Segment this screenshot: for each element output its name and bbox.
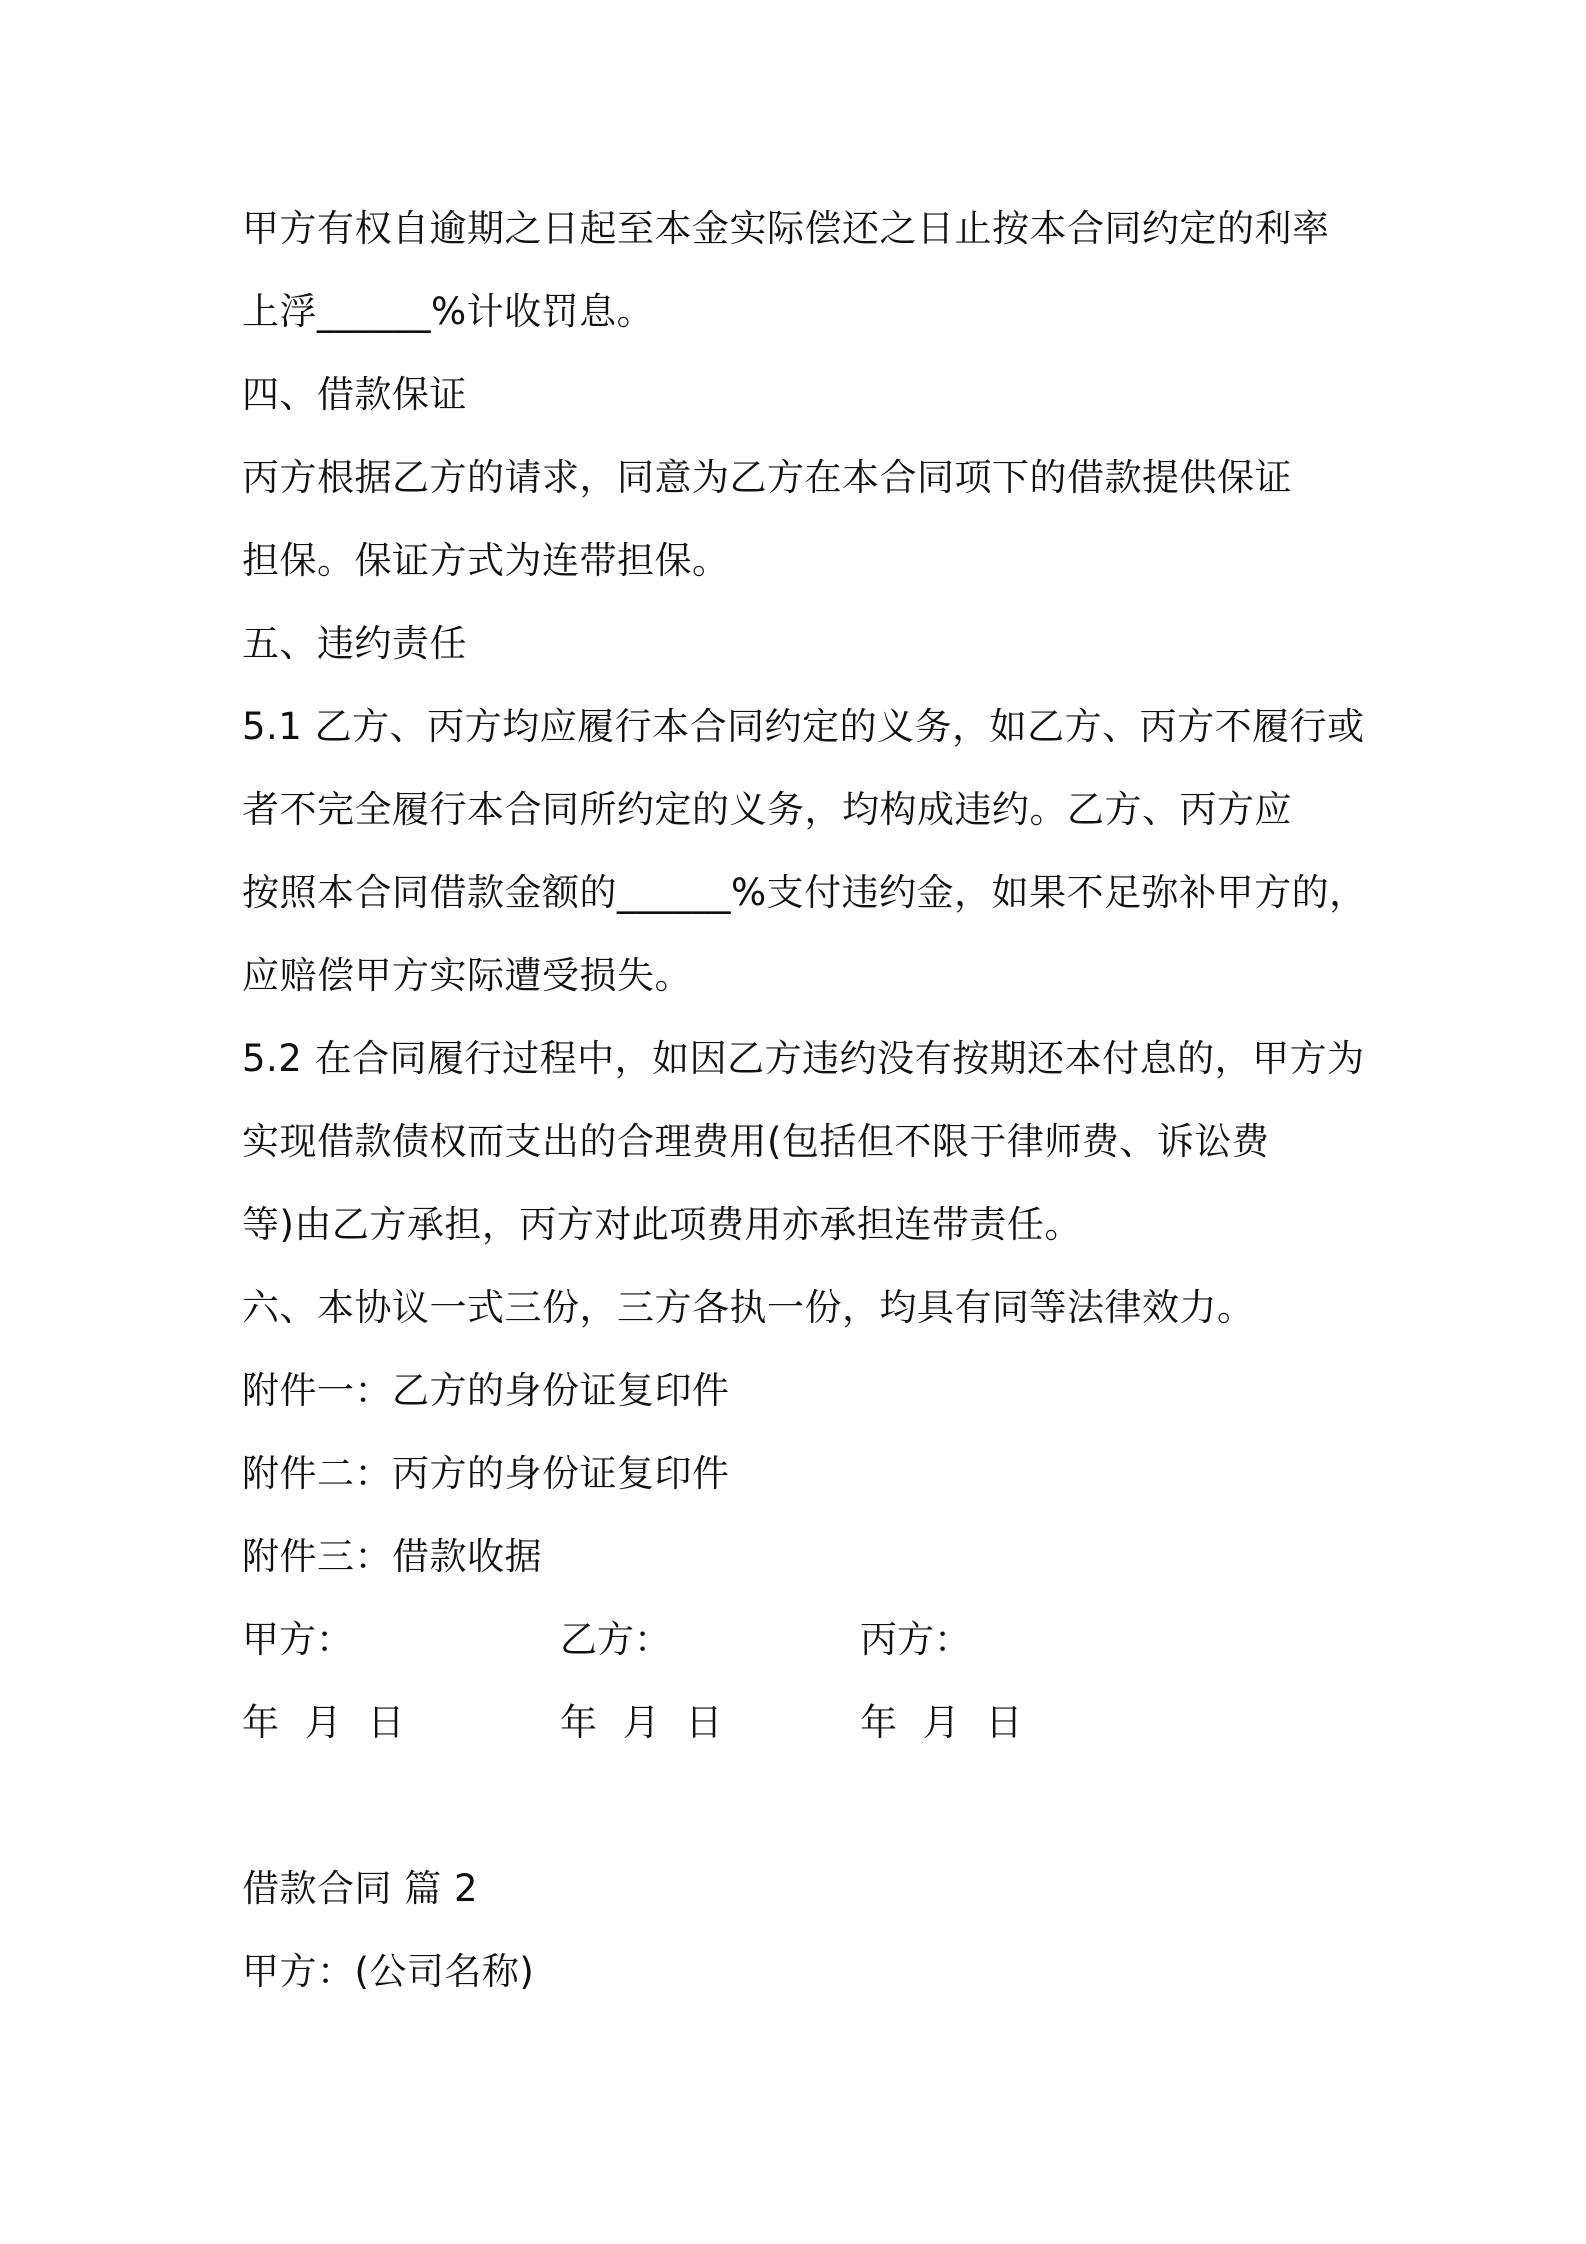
text-line: 应赔偿甲方实际遭受损失。 [242,954,692,997]
text-line: 担保。保证方式为连带担保。 [242,539,730,582]
date-party-c: 年 月 日 [860,1701,1023,1744]
text-line: 实现借款债权而支出的合理费用(包括但不限于律师费、诉讼费 [242,1120,1270,1163]
signature-party-c: 丙方： [860,1618,971,1661]
attachment-item: 附件二：丙方的身份证复印件 [242,1452,730,1495]
text-line: 丙方根据乙方的请求，同意为乙方在本合同项下的借款提供保证 [242,456,1292,499]
attachment-item: 附件三：借款收据 [242,1535,542,1578]
text-line: 等)由乙方承担，丙方对此项费用亦承担连带责任。 [242,1203,1082,1246]
text-line: 5.1 乙方、丙方均应履行本合同约定的义务，如乙方、丙方不履行或 [242,705,1365,748]
section-heading: 五、违约责任 [242,622,467,665]
signature-party-a: 甲方： [242,1618,353,1661]
text-line: 甲方有权自逾期之日起至本金实际偿还之日止按本合同约定的利率 [242,207,1330,250]
text-line: 者不完全履行本合同所约定的义务，均构成违约。乙方、丙方应 [242,788,1292,831]
section-heading: 四、借款保证 [242,373,467,416]
text-line: 按照本合同借款金额的______%支付违约金，如果不足弥补甲方的， [242,871,1367,914]
signature-party-b: 乙方： [560,1618,671,1661]
text-line: 上浮______%计收罚息。 [242,290,655,333]
attachment-item: 附件一：乙方的身份证复印件 [242,1369,730,1412]
date-party-b: 年 月 日 [560,1701,723,1744]
party-a-line: 甲方：(公司名称) [242,1950,535,1993]
text-line: 六、本协议一式三份，三方各执一份，均具有同等法律效力。 [242,1286,1255,1329]
text-line: 5.2 在合同履行过程中，如因乙方违约没有按期还本付息的，甲方为 [242,1037,1365,1080]
date-party-a: 年 月 日 [242,1701,405,1744]
section-title: 借款合同 篇 2 [242,1867,479,1910]
